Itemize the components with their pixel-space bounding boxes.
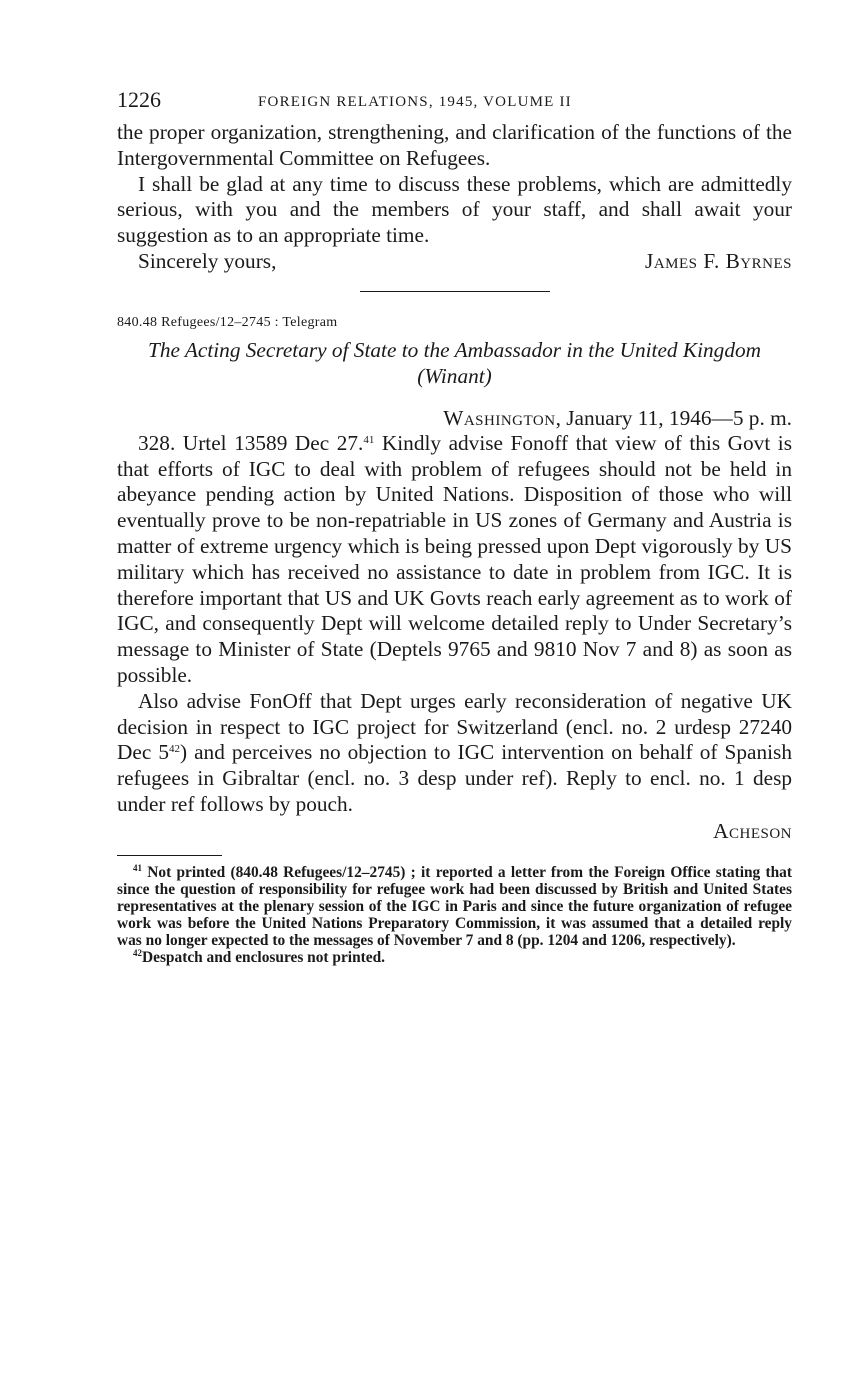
telegram-paragraph xyxy=(117,431,792,689)
complimentary-close: Sincerely yours, xyxy=(138,248,277,273)
telegram-text-rest: ) and perceives no objection to IGC intervention on behalf of Spanish refugees in Gibraltar (encl. no. 3 desp under ref). Reply to encl. no. 1 desp under ref follows by pouch. xyxy=(117,740,792,816)
telegram-text-start: 328. Urtel 13589 Dec 27. xyxy=(138,430,364,455)
telegram-text-rest: Kindly advise Fonoff that view of this Govt is that efforts of IGC to deal with problem of refugees should not be held in abeyance pending action by United Nations. Disposition of those who will eventually prove to be non-repatriable in US zones of Germany and Austria is matter of extreme urgency which is being pressed upon Dept vigorously by US military which has received no assistance to date in problem from IGC. It is therefore important that US and UK Govts reach early agreement as to work of IGC, and consequently Dept will welcome detailed reply to Under Secretary’s message to Minister of State (Deptels 9765 and 9810 Nov 7 and 8) as soon as possible. xyxy=(117,430,792,687)
dateline-place: Washington xyxy=(443,405,556,430)
letter-signature: James F. Byrnes xyxy=(645,248,792,273)
footnote-ref: 42 xyxy=(168,743,180,756)
running-title: FOREIGN RELATIONS, 1945, VOLUME II xyxy=(258,94,572,110)
footnote-number: 42 xyxy=(133,947,142,958)
dateline xyxy=(117,405,792,431)
running-head xyxy=(117,86,792,120)
telegram-signature: Acheson xyxy=(713,818,792,843)
telegram-paragraph xyxy=(117,689,792,818)
footnote-divider xyxy=(117,855,222,856)
footnote xyxy=(117,949,792,966)
telegram-text-start: Also advise FonOff that Dept urges early reconsideration of negative UK decision in respect to IGC project for Switzerland (encl. no. 2 urdesp 27240 Dec 5 xyxy=(117,688,792,765)
document-heading: The Acting Secretary of State to the Ambassador in the United Kingdom (Winant) xyxy=(147,337,761,388)
footnote xyxy=(117,864,792,949)
section-divider xyxy=(360,291,550,292)
continued-paragraph: the proper organization, strengthening, and clarification of the functions of the Intergovernmental Committee on Refugees. xyxy=(117,120,792,170)
letter-signoff xyxy=(117,249,792,275)
page-content xyxy=(117,86,792,966)
footnote-ref: 41 xyxy=(363,433,375,446)
dateline-date: , January 11, 1946—5 p. m. xyxy=(555,405,792,430)
footnote-text: Despatch and enclosures not printed. xyxy=(142,948,385,966)
letter-paragraph: I shall be glad at any time to discuss these problems, which are admittedly serious, with you and the members of your staff, and shall await your suggestion as to an appropriate time. xyxy=(117,171,792,248)
footnote-number: 41 xyxy=(133,862,142,873)
footnote-text: Not printed (840.48 Refugees/12–2745) ; it reported a letter from the Foreign Office stating that since the question of responsibility for refugee work had been discussed by British and United States representatives at the plenary session of the IGC in Paris and since the future organization of refugee work was before the United Nations Preparatory Commission, it was assumed that a detailed reply was no longer expected to the messages of November 7 and 8 (pp. 1204 and 1206, respectively). xyxy=(117,863,792,949)
file-reference: 840.48 Refugees/12–2745 : Telegram xyxy=(117,314,338,330)
page-number: 1226 xyxy=(117,87,161,112)
